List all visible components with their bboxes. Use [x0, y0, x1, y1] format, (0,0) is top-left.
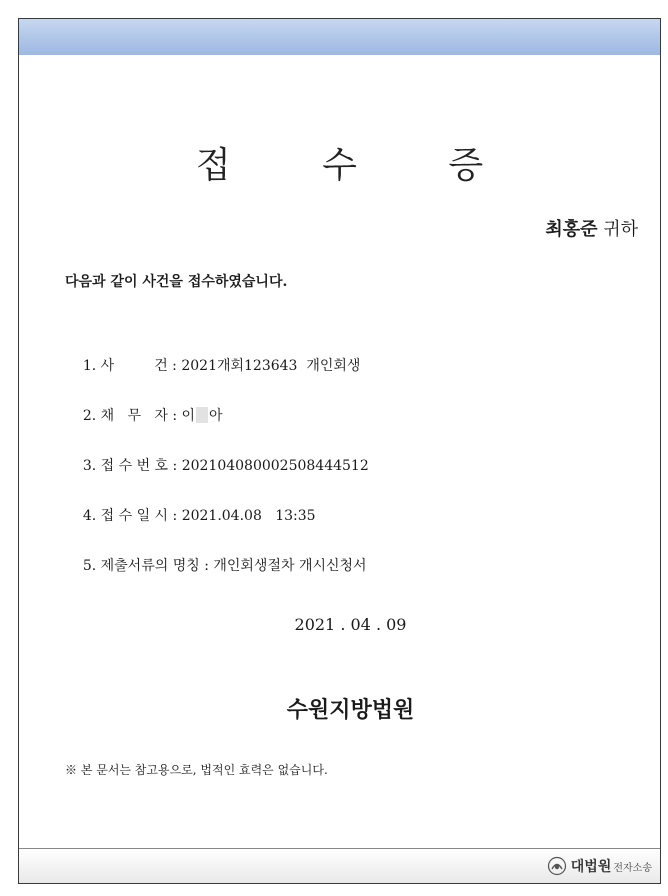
court-name: 수원지방법원 — [286, 697, 415, 723]
item-label: 2. 채 무 자 : — [82, 408, 182, 424]
item-value: 2021개회123643 개인회생 — [181, 358, 361, 374]
document-page — [18, 18, 661, 884]
item-value: 20210408000250844451​2 — [181, 458, 369, 474]
recipient — [545, 215, 638, 241]
footer-bar — [19, 848, 660, 883]
item-value-part: 아 — [209, 408, 223, 424]
item-label: 3. 접 수 번 호 : — [82, 458, 182, 474]
item-label: 1. 사 건 : — [82, 358, 182, 374]
top-bar — [19, 19, 660, 55]
recipient-suffix: 귀하 — [597, 219, 638, 240]
court-emblem-icon — [547, 856, 567, 876]
item-receipt-datetime — [65, 489, 316, 541]
redaction-mask — [196, 407, 208, 423]
intro-text: 다음과 같이 사건을 접수하였습니다. — [65, 274, 288, 290]
item-document-name — [65, 539, 367, 591]
court-logo — [547, 856, 652, 876]
recipient-name: 최홍준 — [545, 219, 598, 240]
item-value: 개인회생절차 개시신청서 — [213, 558, 367, 574]
item-value: 2021.04.08 13:35 — [181, 508, 316, 524]
document-title: 접 수 증 — [195, 145, 524, 186]
logo-sub: 전자소송 — [613, 862, 652, 874]
reference-notice: ※ 본 문서는 참고용으로, 법적인 효력은 없습니다. — [65, 763, 328, 777]
item-label: 5. 제출서류의 명칭 : — [82, 558, 214, 574]
item-label: 4. 접 수 일 시 : — [82, 508, 182, 524]
issue-date: 2021 . 04 . 09 — [294, 615, 407, 634]
item-receipt-number — [65, 439, 369, 491]
logo-brand: 대법원 — [570, 859, 612, 875]
item-value-part: 이 — [181, 408, 196, 424]
item-case — [65, 339, 360, 391]
item-debtor — [65, 389, 223, 441]
